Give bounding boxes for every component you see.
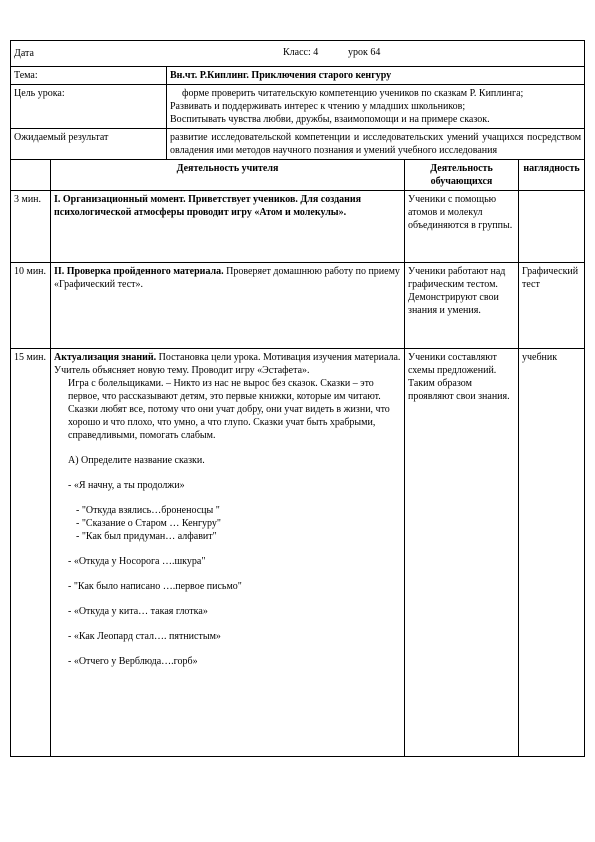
row-time: 15 мин. xyxy=(11,349,51,757)
goal-line: Развивать и поддерживать интерес к чтению у младших школьников; xyxy=(170,101,466,112)
list-item: - "Откуда взялись…броненосцы " xyxy=(76,505,220,516)
goal-value xyxy=(167,85,585,129)
row-teacher-text: Постановка цели урока. Мотивация изучения материала. Учитель объясняет новую тему. Проводит игру «Эстафета». xyxy=(54,352,401,376)
goal-label: Цель урока: xyxy=(11,85,167,129)
lesson-label: урок 64 xyxy=(348,47,381,58)
list-item: - "Как был придуман… алфавит" xyxy=(76,531,217,542)
list-item: - "Как было написано ….первое письмо" xyxy=(68,581,242,592)
row-time: 10 мин. xyxy=(11,263,51,349)
list-item: - «Отчего у Верблюда….горб» xyxy=(68,656,198,667)
row-teacher xyxy=(51,263,405,349)
topic-value: Вн.чт. Р.Киплинг. Приключения старого кенгуру xyxy=(167,67,585,85)
result-row xyxy=(11,129,585,160)
table-row xyxy=(11,191,585,263)
row-students: Ученики составляют схемы предложений. Таким образом проявляют свои знания. xyxy=(405,349,519,757)
row-teacher-bold: II. Проверка пройденного материала. xyxy=(54,266,224,277)
row-visual xyxy=(519,191,585,263)
list-item: - "Сказание о Старом … Кенгуру" xyxy=(76,518,221,529)
row-time: 3 мин. xyxy=(11,191,51,263)
row-teacher-bold: Актуализация знаний. xyxy=(54,352,157,363)
date-label: Дата xyxy=(14,48,34,59)
time-column-header xyxy=(11,160,51,191)
topic-row xyxy=(11,67,585,85)
header-cell xyxy=(11,41,585,67)
list-item: - «Откуда у кита… такая глотка» xyxy=(68,606,208,617)
topic-label: Тема: xyxy=(11,67,167,85)
result-label: Ожидаемый результат xyxy=(11,129,167,160)
row-teacher-text: Проверяет домашнюю работу по приему «Графический тест». xyxy=(54,266,400,290)
goal-line: Воспитывать чувства любви, дружбы, взаимопомощи и на примере сказок. xyxy=(170,114,490,125)
goal-row xyxy=(11,85,585,129)
visual-column-header: наглядность xyxy=(519,160,585,191)
students-column-header: Деятельность обучающихся xyxy=(405,160,519,191)
row-visual: учебник xyxy=(519,349,585,757)
table-row xyxy=(11,349,585,757)
class-label: Класс: 4 xyxy=(283,47,319,58)
table-row xyxy=(11,263,585,349)
header-row xyxy=(11,41,585,67)
columns-row xyxy=(11,160,585,191)
row-task: А) Определите название сказки. xyxy=(68,455,205,466)
list-item: - «Откуда у Носорога ….шкура" xyxy=(68,556,206,567)
row-students: Ученики работают над графическим тестом. Демонстрируют свои знания и умения. xyxy=(405,263,519,349)
teacher-column-header: Деятельность учителя xyxy=(51,160,405,191)
row-intro: Игра с болельщиками. – Никто из нас не вырос без сказок. Сказки – это первое, что рассказывают детям, это первые книжки, которые им читают. Сказки любят все, потому что они учат добру, они учат видеть в жизни, что хорошо и что плохо, что умно, а что глупо. Сказки учат быть храбрыми, справедливыми, помогать слабым. xyxy=(68,378,390,441)
row-prompt: - «Я начну, а ты продолжи» xyxy=(68,480,185,491)
row-students: Ученики с помощью атомов и молекул объединяются в группы. xyxy=(405,191,519,263)
result-value: развитие исследовательской компетенции и исследовательских умений учащихся посредством овладения ими методов научного познания и умений учебного исследования xyxy=(167,129,585,160)
row-visual: Графический тест xyxy=(519,263,585,349)
row-teacher xyxy=(51,349,405,757)
list-item: - «Как Леопард стал…. пятнистым» xyxy=(68,631,221,642)
goal-line: форме проверить читательскую компетенцию учеников по сказкам Р. Киплинга; xyxy=(182,88,524,99)
row-teacher: I. Организационный момент. Приветствует учеников. Для создания психологической атмосферы проводит игру «Атом и молекулы». xyxy=(51,191,405,263)
lesson-plan-table xyxy=(10,40,585,757)
